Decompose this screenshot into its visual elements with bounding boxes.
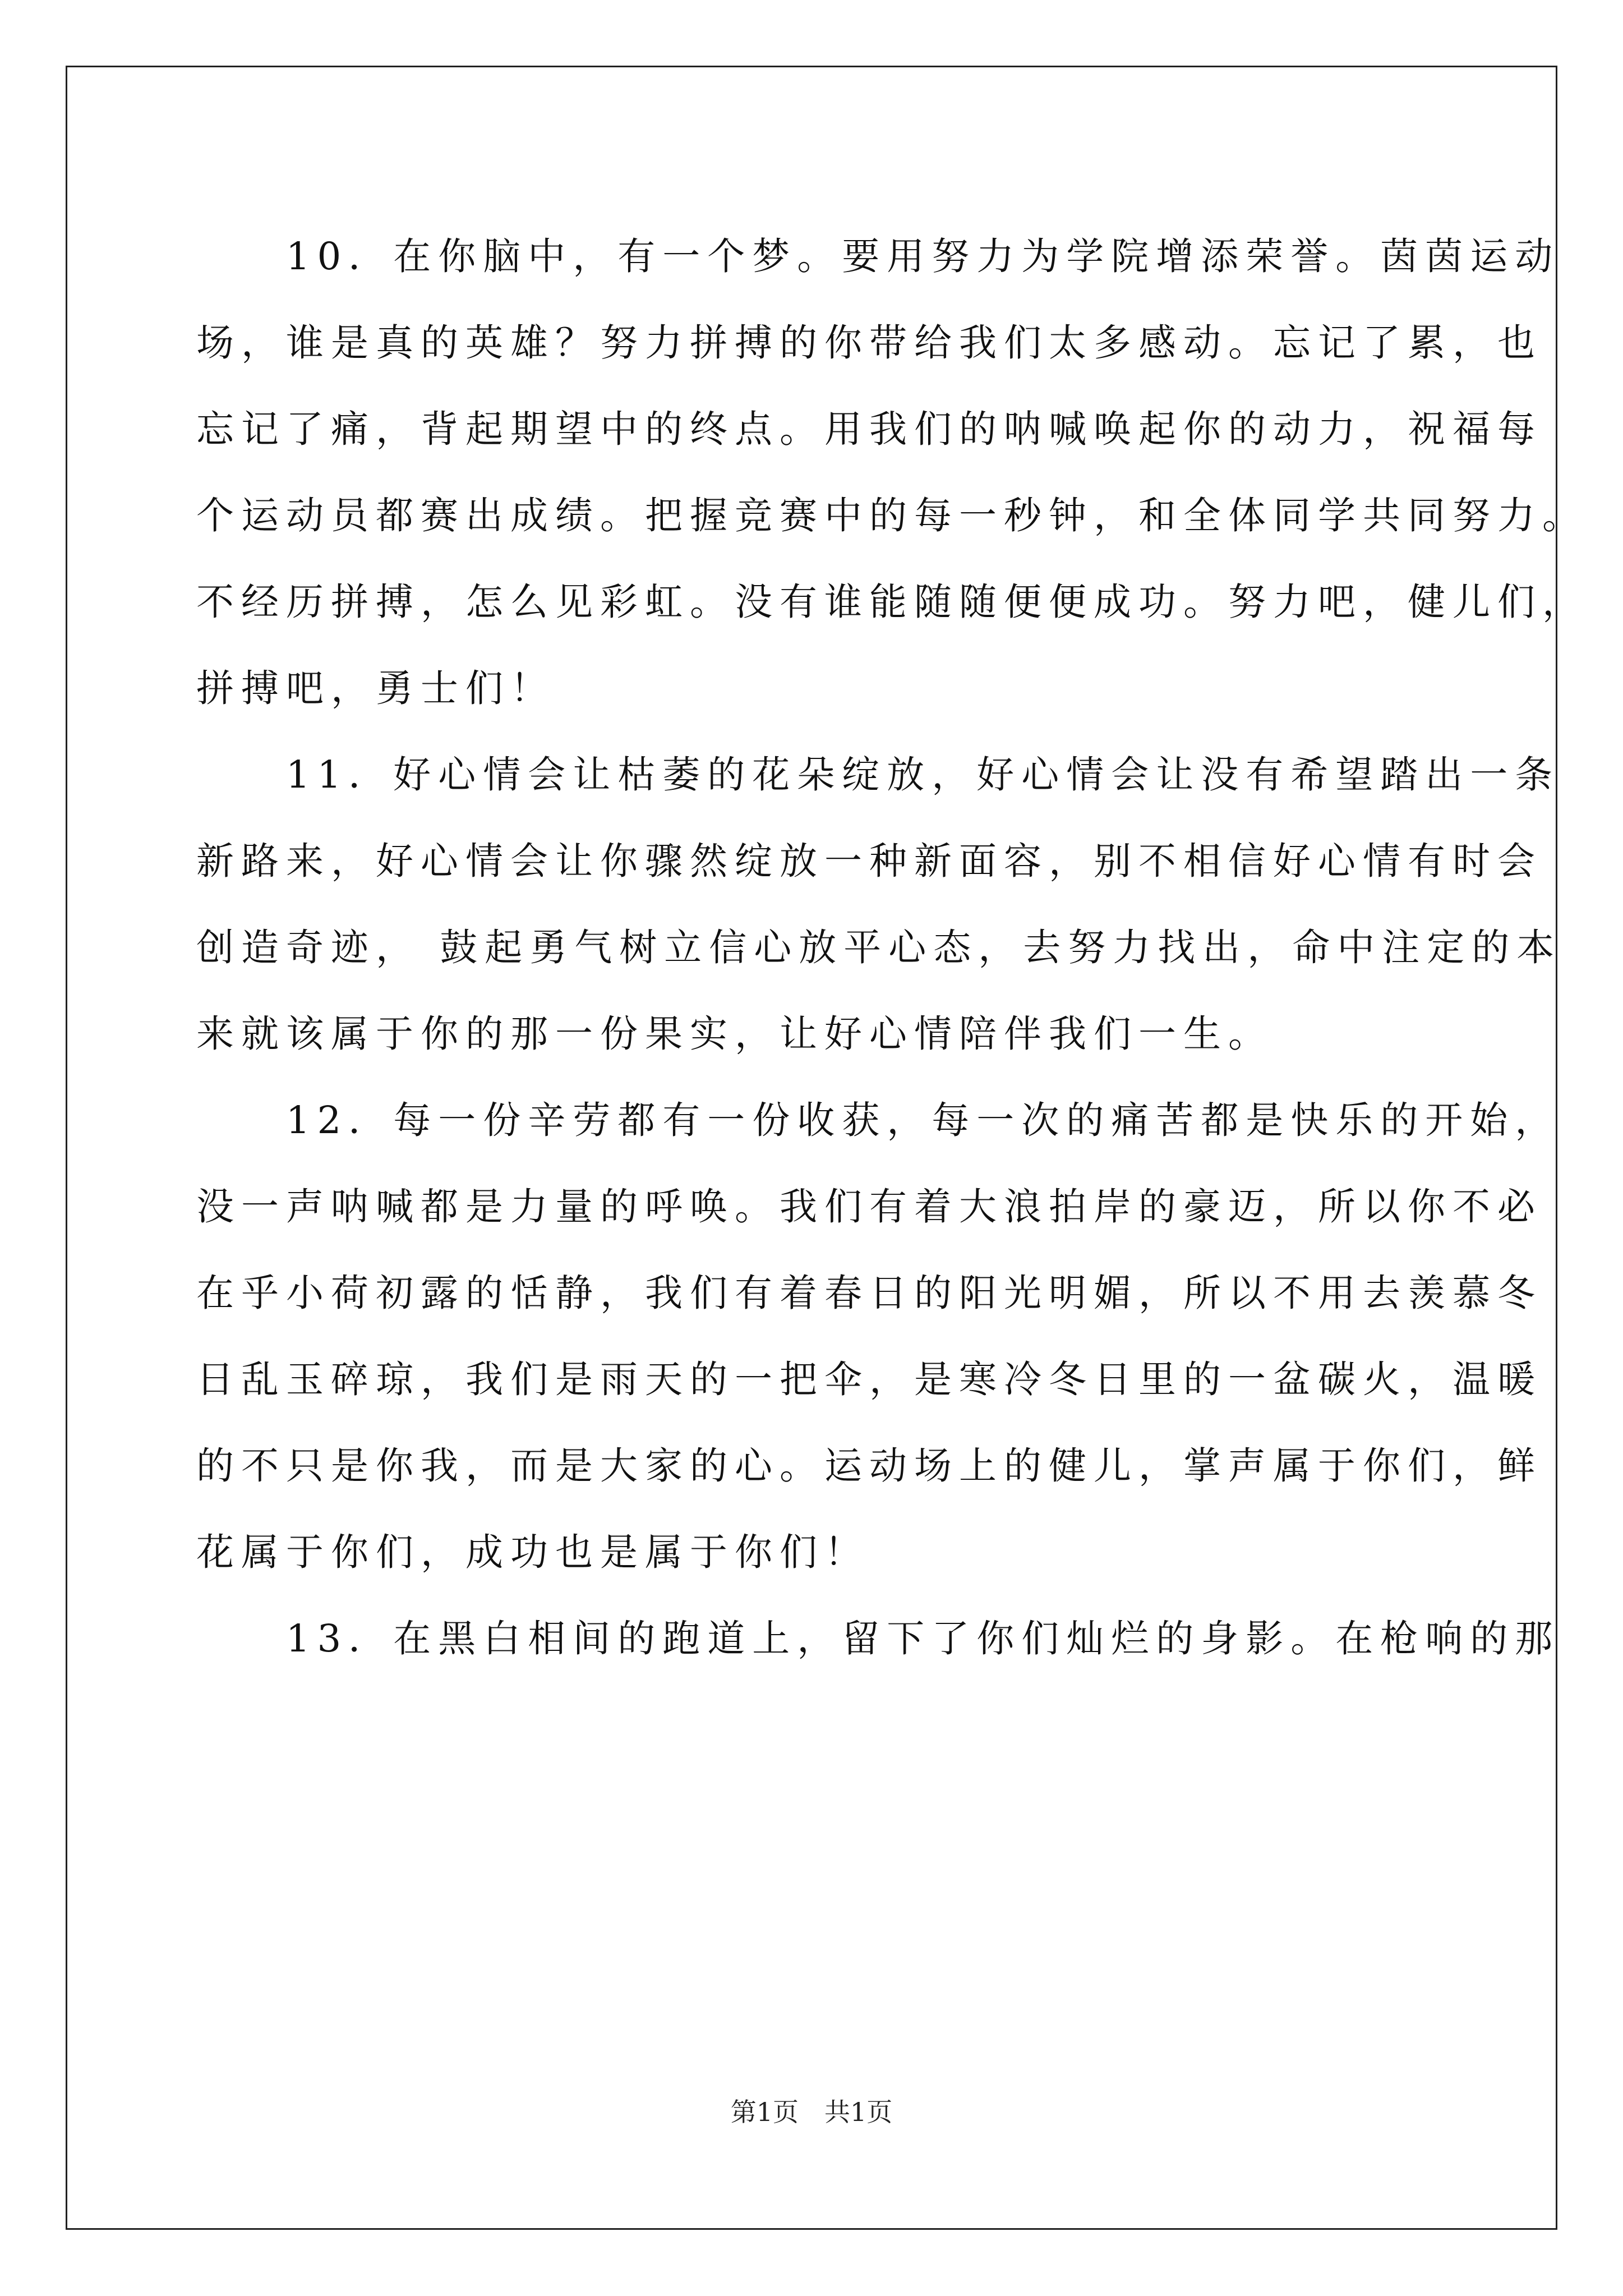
text-line: 个运动员都赛出成绩。把握竞赛中的每一秒钟，和全体同学共同努力。 — [196, 494, 1587, 537]
text-line: 创造奇迹， 鼓起勇气树立信心放平心态，去努力找出，命中注定的本 — [196, 926, 1562, 969]
text-line: 不经历拼搏，怎么见彩虹。没有谁能随随便便成功。努力吧，健儿们， — [196, 580, 1587, 624]
page-number-footer: 第1页 共1页 — [730, 2097, 893, 2127]
text-line: 的不只是你我，而是大家的心。运动场上的健儿，掌声属于你们，鲜 — [196, 1444, 1542, 1488]
text-line: 13．在黑白相间的跑道上，留下了你们灿烂的身影。在枪响的那 — [196, 1617, 1560, 1660]
text-line: 11．好心情会让枯萎的花朵绽放，好心情会让没有希望踏出一条 — [196, 753, 1560, 797]
text-line: 新路来，好心情会让你骤然绽放一种新面容，别不相信好心情有时会 — [196, 839, 1542, 883]
text-line: 来就该属于你的那一份果实，让好心情陪伴我们一生。 — [196, 1012, 1273, 1056]
text-line: 忘记了痛，背起期望中的终点。用我们的呐喊唤起你的动力，祝福每 — [196, 407, 1542, 451]
text-line: 没一声呐喊都是力量的呼唤。我们有着大浪拍岸的豪迈，所以你不必 — [196, 1185, 1542, 1228]
text-line: 拼搏吧，勇士们！ — [196, 666, 555, 710]
text-line: 在乎小荷初露的恬静，我们有着春日的阳光明媚，所以不用去羡慕冬 — [196, 1271, 1542, 1315]
text-line: 日乱玉碎琼，我们是雨天的一把伞，是寒冷冬日里的一盆碳火，温暖 — [196, 1358, 1542, 1401]
text-line: 10．在你脑中，有一个梦。要用努力为学院增添荣誉。茵茵运动 — [196, 234, 1560, 278]
text-line: 场，谁是真的英雄？努力拼搏的你带给我们太多感动。忘记了累，也 — [196, 321, 1542, 365]
text-line: 12．每一份辛劳都有一份收获，每一次的痛苦都是快乐的开始， — [196, 1098, 1560, 1142]
document-body — [196, 213, 1587, 1682]
text-line: 花属于你们，成功也是属于你们！ — [196, 1530, 869, 1574]
